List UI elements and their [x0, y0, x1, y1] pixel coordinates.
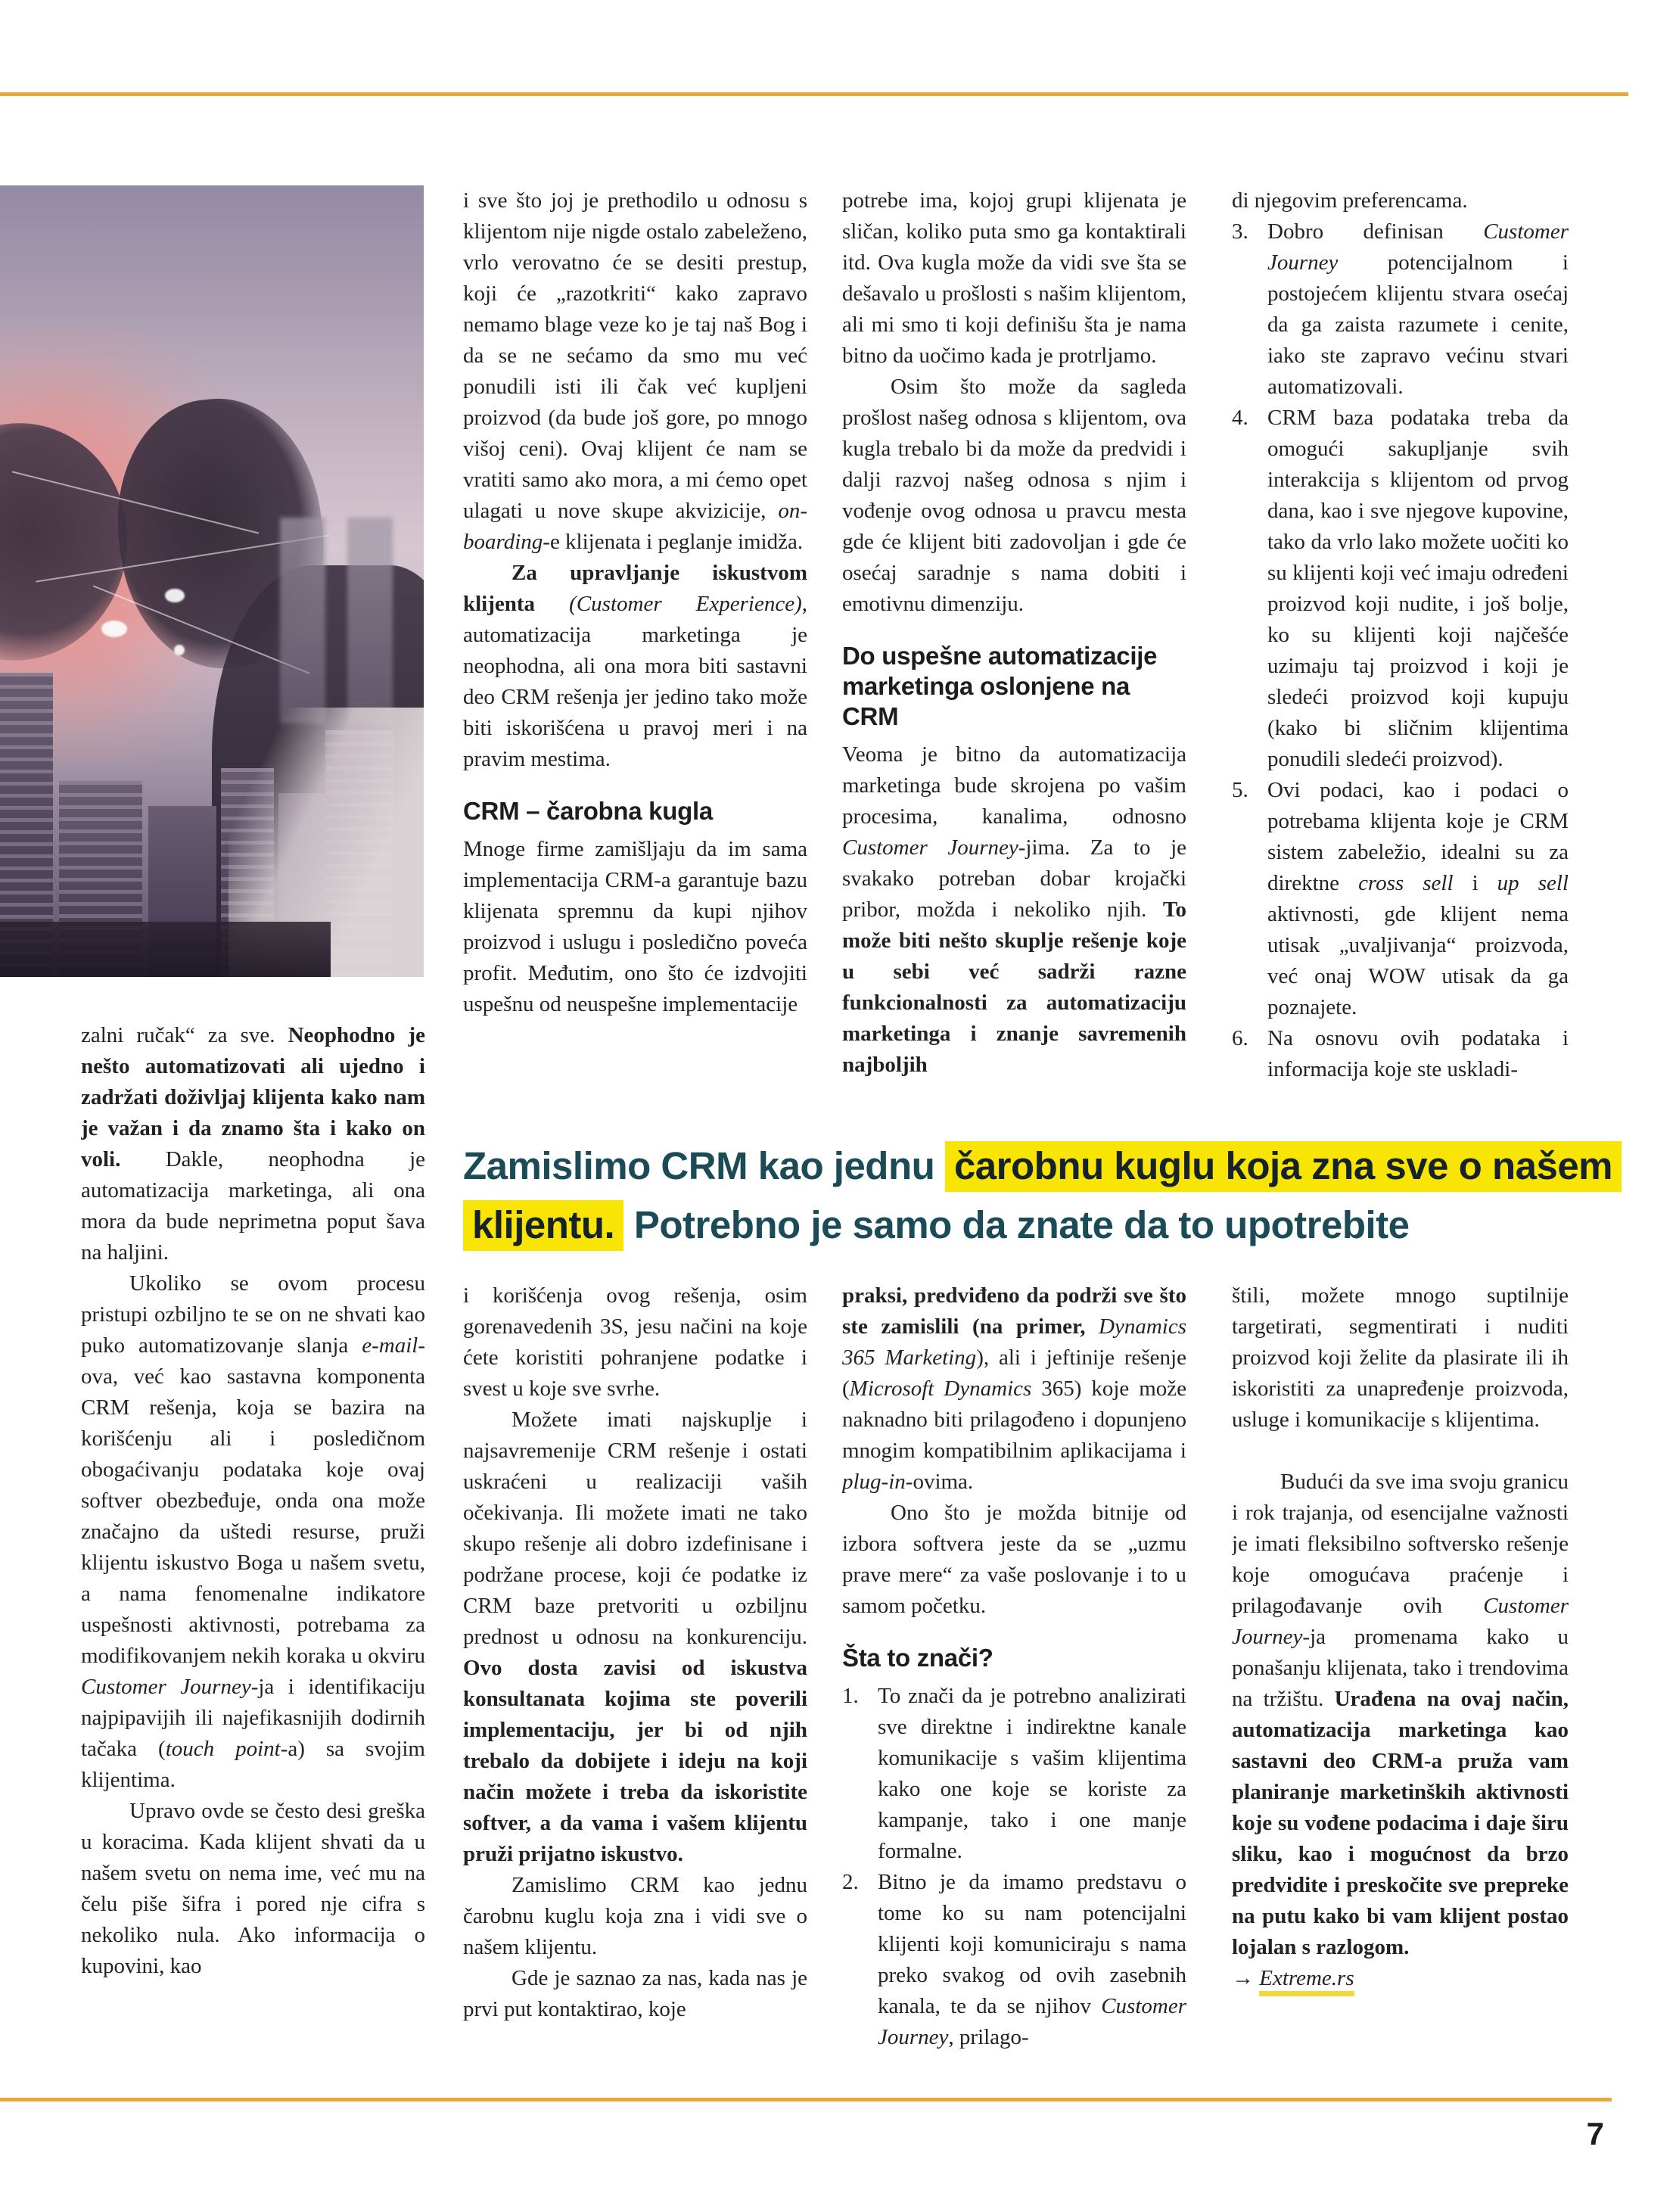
column-2-bottom — [463, 1280, 807, 2095]
paragraph: → Extreme.rs — [1232, 1963, 1569, 1994]
list-number: 3. — [1232, 219, 1248, 244]
pull-quote — [463, 1137, 1627, 1255]
list-item-text: CRM baza podataka treba da omogući sakupljanje svih interakcija s klijentom od prvog dana, kao i sve njegove kupovine, tako da vrlo lako možete uočiti ko su klijenti koji već imaju određeni proizvod koji nudite, i još bolje, ko su klijenti koji najčešće uzimaju taj proizvod i koji je sledeći proizvod koji kupuju (kako bi sličnim klijentima ponudili sledeći proizvod). — [1267, 406, 1569, 771]
paragraph: Gde je saznao za nas, kada nas je prvi put kontaktirao, koje — [463, 1966, 807, 2021]
list-item-text: Ovi podaci, kao i podaci o potrebama klijenta koje je CRM sistem zabeležio, idealni su za direktne cross sell i up sell aktivnosti, gde klijent nema utisak „uvaljivanja“ proizvoda, već onaj WOW utisak da ga poznajete. — [1267, 778, 1569, 1019]
list-item — [842, 1681, 1186, 1867]
list-item — [1232, 216, 1569, 403]
column-2-top — [463, 185, 807, 1131]
list-number: 1. — [842, 1684, 859, 1708]
top-rule — [0, 92, 1628, 96]
paragraph: zalni ručak“ za sve. Neophodno je nešto automatizovati ali ujedno i zadržati doživljaj klijenta kako nam je važan i da znamo šta i kako on voli. Dakle, neophodna je automatizacija marketinga, ali ona mora da bude neprimetna poput šava na haljini. — [81, 1023, 425, 1265]
list-item-text: Bitno je da imamo predstavu o tome ko su nam potencijalni klijenti koji komuniciraju s nama preko svakog od ovih zasebnih kanala, te da se njihov Customer Journey, prilago- — [878, 1870, 1186, 2049]
paragraph: praksi, predviđeno da podrži sve što ste zamislili (na primer, Dynamics 365 Marketing), ali i jeftinije rešenje (Microsoft Dynamics 365) koje može naknadno biti prilagođeno i dopunjeno mnogim kompatibilnim aplikacijama i plug-in-ovima. — [842, 1283, 1186, 1494]
paragraph: Osim što može da sagleda prošlost našeg odnosa s klijentom, ova kugla trebalo bi da može da predvidi i dalji razvoj našeg odnosa s njim i vođenje ovog odnosa u pravcu mesta gde će klijent biti zadovoljan i gde će osećaj saradnje s nama dobiti i emotivnu dimenziju. — [842, 375, 1186, 616]
paragraph: i korišćenja ovog rešenja, osim gorenavedenih 3S, jesu načini na koje ćete koristiti pohranjene podatke i svest u koje sve svrhe. — [463, 1283, 807, 1401]
paragraph: Ono što je možda bitnije od izbora softvera jeste da se „uzmu prave mere“ za vaše poslovanje i to u samom početku. — [842, 1501, 1186, 1618]
pull-quote-text-end: Potrebno je samo da znate da to upotrebite — [623, 1203, 1410, 1246]
paragraph: štili, možete mnogo suptilnije targetirati, segmentirati i nuditi proizvod koji želite da plasirate ili ih iskoristiti za unapređenje proizvoda, usluge i komunikacije s klijentima. — [1232, 1283, 1569, 1432]
list-item — [1232, 775, 1569, 1023]
photo-light-dot — [174, 645, 185, 655]
paragraph: Možete imati najskuplje i najsavremenije CRM rešenje i ostati uskraćeni u realizaciji vaših očekivanja. Ili možete imati ne tako skupo rešenje ali dobro izdefinisane i podržane procese, koji će podatke iz CRM baze pretvoriti u ozbiljnu prednost u odnosu na konkurenciju. Ovo dosta zavisi od iskustva konsultanata kojima ste poverili implementaciju, jer bi od njih trebalo da dobijete i ideju na koji način možete i treba da iskoristite softver, a da vama i vašem klijentu pruži prijatno iskustvo. — [463, 1408, 807, 1866]
paragraph: potrebe ima, kojoj grupi klijenata je sličan, koliko puta smo ga kontaktirali itd. Ova kugla može da vidi sve šta se dešavalo u prošlosti s našim klijentom, ali mi smo ti koji definišu šta je nama bitno da uočimo kada je protrljamo. — [842, 188, 1186, 368]
paragraph: Zamislimo CRM kao jednu čarobnu kuglu koja zna i vidi sve o našem klijentu. — [463, 1873, 807, 1959]
column-4-bottom — [1232, 1280, 1569, 2095]
list-item-text: Dobro definisan Customer Journey potencijalnom i postojećem klijentu stvara osećaj da ga zaista razumete i cenite, iako ste zapravo većinu stvari automatizovali. — [1267, 219, 1569, 399]
column-4-top — [1232, 185, 1569, 1131]
list-number: 5. — [1232, 778, 1248, 802]
paragraph: i sve što joj je prethodilo u odnosu s klijentom nije nigde ostalo zabeleženo, vrlo verovatno će se desiti prestup, koji će „razotkriti“ kako zapravo nemamo blage veze ko je taj naš Bog i da se ne sećamo da smo mu već ponudili isti ili čak već kupljeni proizvod (da bude još gore, po mnogo višoj ceni). Ovaj klijent će nam se vratiti samo ako mora, a mi ćemo opet ulagati u nove skupe akvizicije, on-boarding-e klijenata i peglanje imidža. — [463, 188, 807, 554]
list-item — [1232, 403, 1569, 775]
section-heading: Do uspešne automatizacije marketinga oslonjene na CRM — [842, 642, 1158, 730]
paragraph: Upravo ovde se često desi greška u koracima. Kada klijent shvati da u našem svetu on nema ime, već mu na čelu piše šifra i pored nje cifra s nekoliko nula. Ako informacija o kupovini, kao — [81, 1799, 425, 1978]
list-number: 6. — [1232, 1026, 1248, 1050]
list-item — [842, 1867, 1186, 2053]
paragraph: Veoma je bitno da automatizacija marketinga bude skrojena po vašim procesima, kanalima, odnosno Customer Journey-jima. Za to je svakako potreban dobar krojački pribor, možda i nekoliko njih. To može biti nešto skuplje rešenje koje u sebi već sadrži razne funkcionalnosti za automatizaciju marketinga i znanje savremenih najboljih — [842, 742, 1186, 1077]
column-3-bottom — [842, 1280, 1186, 2095]
photo-dark-base — [0, 922, 331, 977]
list-item-text: To znači da je potrebno analizirati sve direktne i indirektne kanale komunikacije s vašim klijentima kako one koje se koriste za kampanje, tako i one manje formalne. — [878, 1684, 1186, 1863]
list-item — [1232, 1023, 1569, 1085]
hero-image — [0, 185, 424, 977]
page-number: 7 — [1586, 2116, 1604, 2151]
paragraph: Ukoliko se ovom procesu pristupi ozbiljno te se on ne shvati kao puko automatizovanje slanja e-mail-ova, već kao sastavna komponenta CRM rešenja, koja se bazira na korišćenju ali i posledičnom obogaćivanju podataka koje ovaj softver obezbeđuje, onda ona može značajno da uštedi resurse, pruži klijentu iskustvo Boga u našem svetu, a nama fenomenalne indikatore uspešnosti aktivnosti, potrebama za modifikovanjem nekih koraka u okviru Customer Journey-ja i identifikaciju najpipavijih ili najefikasnijih dodirnih tačaka (touch point-a) sa svojim klijentima. — [81, 1271, 425, 1792]
pull-quote-text-start: Zamislimo CRM kao jednu — [463, 1144, 945, 1187]
list-item-text: Na osnovu ovih podataka i informacija koje ste uskladi- — [1267, 1026, 1569, 1081]
list-continuation: di njegovim preferencama. — [1232, 188, 1468, 213]
paragraph: Mnoge firme zamišljaju da im sama implementacija CRM-a garantuje bazu klijenata spremnu da kupi njihov proizvod i uslugu i posledično poveća profit. Međutim, ono što će izdvojiti uspešnu od neuspešne implementacije — [463, 837, 807, 1016]
paragraph: Za upravljanje iskustvom klijenta (Customer Experience), automatizacija marketinga je neophodna, ali ona mora biti sastavni deo CRM rešenja jer jedino tako može biti iskorišćena u pravoj meri i na pravim mestima. — [463, 561, 807, 771]
bottom-rule — [0, 2098, 1612, 2102]
pull-quote-highlight: čarobnu kuglu koja zna sve o našem klijentu. — [463, 1141, 1622, 1251]
paragraph: Budući da sve ima svoju granicu i rok trajanja, od esencijalne važnosti je imati fleksibilno softversko rešenje koje omogućava praćenje i prilagođavanje ovih Customer Journey-ja promenama kako u ponašanju klijenata, tako i trendovima na tržištu. Urađena na ovaj način, automatizacija marketinga kao sastavni deo CRM-a pruža vam planiranje marketinških aktivnosti koje su vođene podacima i daje širu sliku, kao i mogućnost da brzo predvidite i preskočite sve prepreke na putu kako bi vam klijent postao lojalan s razlogom. — [1232, 1470, 1569, 1959]
section-heading: Šta to znači? — [842, 1644, 993, 1672]
list-number: 2. — [842, 1870, 859, 1894]
section-heading: CRM – čarobna kugla — [463, 797, 713, 825]
list-number: 4. — [1232, 406, 1248, 430]
column-3-top — [842, 185, 1186, 1131]
column-1 — [81, 1020, 425, 2095]
extreme-link[interactable]: Extreme.rs — [1259, 1966, 1354, 1996]
